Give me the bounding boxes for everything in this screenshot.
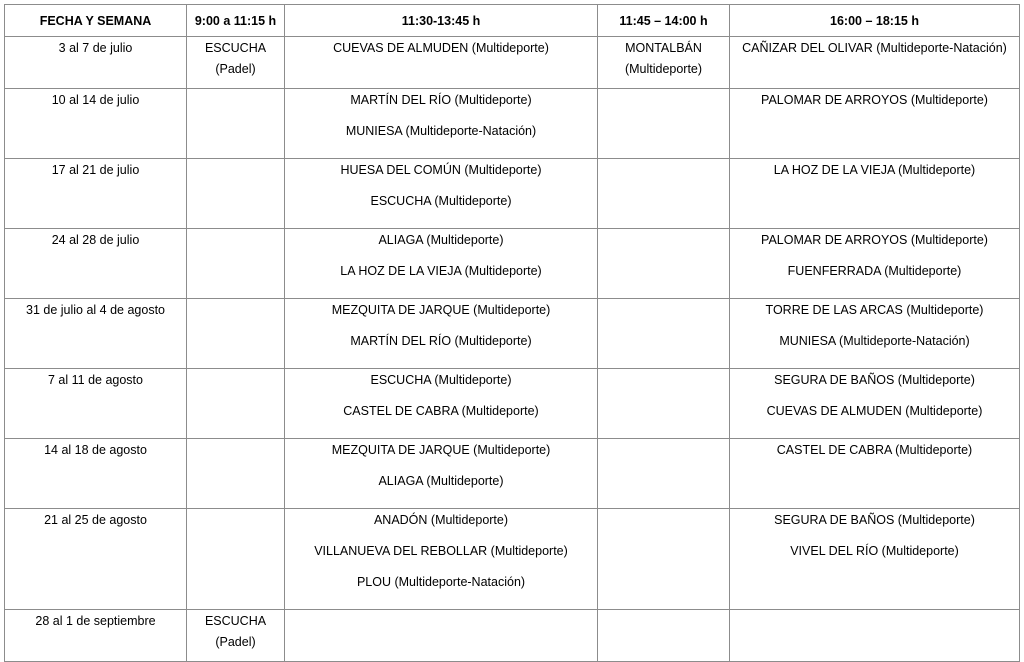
activity-entry: ANADÓN (Multideporte) (373, 513, 509, 527)
cell-slot-midday-a (285, 610, 598, 662)
cell-content (730, 37, 1019, 75)
cell-content (730, 89, 1019, 127)
table-row (5, 229, 1020, 299)
cell-date (5, 37, 187, 89)
header-slot-midday-a: 11:30-13:45 h (285, 5, 598, 37)
cell-content (598, 159, 729, 166)
cell-content (285, 299, 597, 368)
activity-entry: MEZQUITA DE JARQUE (Multideporte) (331, 443, 551, 457)
activity-entry: LA HOZ DE LA VIEJA (Multideporte) (773, 163, 976, 177)
cell-slot-afternoon (730, 89, 1020, 159)
table-row (5, 509, 1020, 610)
cell-content (5, 610, 186, 634)
date-label: 3 al 7 de julio (58, 41, 133, 55)
table-header (5, 5, 1020, 37)
table-row (5, 610, 1020, 662)
activity-entry: CUEVAS DE ALMUDEN (Multideporte) (333, 41, 549, 55)
table-body (5, 37, 1020, 662)
activity-entry: PALOMAR DE ARROYOS (Multideporte) (761, 93, 988, 107)
cell-slot-midday-b (598, 229, 730, 299)
cell-slot-morning (187, 439, 285, 509)
cell-slot-afternoon (730, 299, 1020, 369)
header-fecha-y-semana: FECHA Y SEMANA (5, 5, 187, 37)
activity-entry: (Multideporte) (624, 62, 703, 76)
date-label: 14 al 18 de agosto (44, 443, 147, 457)
header-slot-afternoon: 16:00 – 18:15 h (730, 5, 1020, 37)
cell-slot-morning (187, 229, 285, 299)
cell-slot-afternoon (730, 439, 1020, 509)
cell-slot-morning (187, 369, 285, 439)
cell-date (5, 89, 187, 159)
cell-date (5, 610, 187, 662)
cell-slot-midday-a (285, 439, 598, 509)
cell-slot-morning (187, 89, 285, 159)
activity-entry: ESCUCHA (Multideporte) (370, 194, 512, 208)
cell-content (5, 229, 186, 253)
cell-content (598, 509, 729, 516)
activity-entry: SEGURA DE BAÑOS (Multideporte) (774, 513, 975, 527)
table-row (5, 369, 1020, 439)
cell-date (5, 159, 187, 229)
cell-slot-afternoon (730, 37, 1020, 89)
cell-content (5, 89, 186, 113)
cell-slot-morning (187, 299, 285, 369)
activity-entry: CAÑIZAR DEL OLIVAR (Multideporte-Natación) (742, 41, 1007, 55)
table-row (5, 89, 1020, 159)
activity-entry: MUNIESA (Multideporte-Natación) (779, 334, 970, 348)
cell-content (730, 159, 1019, 197)
date-label: 10 al 14 de julio (51, 93, 140, 107)
cell-content (5, 37, 186, 61)
cell-slot-afternoon (730, 229, 1020, 299)
date-label: 31 de julio al 4 de agosto (26, 303, 165, 317)
cell-slot-morning (187, 37, 285, 89)
cell-date (5, 369, 187, 439)
cell-content (730, 229, 1019, 298)
activity-entry: CASTEL DE CABRA (Multideporte) (343, 404, 539, 418)
cell-content (285, 37, 597, 75)
activity-entry: MARTÍN DEL RÍO (Multideporte) (350, 93, 532, 107)
activity-entry: ESCUCHA (204, 614, 267, 628)
cell-content (730, 299, 1019, 368)
date-label: 24 al 28 de julio (51, 233, 140, 247)
activity-entry: MARTÍN DEL RÍO (Multideporte) (350, 334, 532, 348)
activity-entry: ESCUCHA (Multideporte) (370, 373, 512, 387)
table-row (5, 439, 1020, 509)
date-label: 17 al 21 de julio (51, 163, 140, 177)
activity-entry: SEGURA DE BAÑOS (Multideporte) (774, 373, 975, 387)
cell-content (285, 89, 597, 158)
table-row (5, 37, 1020, 89)
cell-slot-afternoon (730, 610, 1020, 662)
activity-entry: FUENFERRADA (Multideporte) (787, 264, 962, 278)
cell-content (285, 229, 597, 298)
cell-content (187, 229, 284, 236)
activity-entry: MEZQUITA DE JARQUE (Multideporte) (331, 303, 551, 317)
cell-content (598, 439, 729, 446)
table-row (5, 299, 1020, 369)
cell-content (187, 509, 284, 516)
cell-slot-midday-a (285, 229, 598, 299)
activity-entry: VILLANUEVA DEL REBOLLAR (Multideporte) (314, 544, 568, 558)
schedule-page (4, 4, 1019, 662)
cell-content (285, 159, 597, 228)
activity-entry: VIVEL DEL RÍO (Multideporte) (790, 544, 959, 558)
cell-slot-afternoon (730, 509, 1020, 610)
cell-content (187, 299, 284, 306)
activity-entry: ESCUCHA (204, 41, 267, 55)
activity-entry: ALIAGA (Multideporte) (378, 233, 504, 247)
cell-content (5, 369, 186, 393)
cell-slot-midday-a (285, 369, 598, 439)
cell-slot-midday-b (598, 89, 730, 159)
cell-content (730, 610, 1019, 617)
cell-content (730, 439, 1019, 477)
cell-slot-morning (187, 509, 285, 610)
activity-entry: LA HOZ DE LA VIEJA (Multideporte) (340, 264, 542, 278)
cell-slot-midday-b (598, 509, 730, 610)
cell-slot-midday-a (285, 89, 598, 159)
cell-content (598, 299, 729, 306)
cell-content (187, 610, 284, 659)
cell-content (598, 369, 729, 376)
cell-slot-midday-b (598, 369, 730, 439)
cell-content (187, 159, 284, 166)
activity-entry: (Padel) (215, 62, 256, 76)
cell-slot-midday-b (598, 37, 730, 89)
cell-content (285, 610, 597, 617)
activity-entry: MONTALBÁN (625, 41, 702, 55)
cell-date (5, 299, 187, 369)
activity-entry: CUEVAS DE ALMUDEN (Multideporte) (766, 404, 983, 418)
date-label: 21 al 25 de agosto (44, 513, 147, 527)
cell-content (5, 159, 186, 183)
cell-date (5, 229, 187, 299)
activity-entry: (Padel) (215, 635, 256, 649)
cell-content (598, 89, 729, 96)
cell-content (598, 37, 729, 86)
cell-content (730, 509, 1019, 578)
activity-entry: TORRE DE LAS ARCAS (Multideporte) (765, 303, 984, 317)
cell-slot-afternoon (730, 369, 1020, 439)
cell-content (5, 299, 186, 323)
table-row (5, 159, 1020, 229)
activity-entry: PLOU (Multideporte-Natación) (356, 575, 526, 589)
activity-entry: PALOMAR DE ARROYOS (Multideporte) (761, 233, 988, 247)
cell-slot-midday-b (598, 610, 730, 662)
cell-slot-midday-b (598, 299, 730, 369)
header-slot-morning: 9:00 a 11:15 h (187, 5, 285, 37)
cell-slot-afternoon (730, 159, 1020, 229)
cell-content (187, 89, 284, 96)
activity-entry: CASTEL DE CABRA (Multideporte) (776, 443, 973, 457)
cell-slot-midday-a (285, 509, 598, 610)
activity-entry: ALIAGA (Multideporte) (378, 474, 504, 488)
cell-slot-morning (187, 159, 285, 229)
cell-slot-midday-b (598, 159, 730, 229)
activity-entry: MUNIESA (Multideporte-Natación) (345, 124, 537, 138)
cell-content (285, 439, 597, 508)
date-label: 28 al 1 de septiembre (35, 614, 156, 628)
activity-entry: HUESA DEL COMÚN (Multideporte) (340, 163, 542, 177)
cell-slot-midday-b (598, 439, 730, 509)
cell-slot-morning (187, 610, 285, 662)
cell-content (187, 369, 284, 376)
cell-slot-midday-a (285, 299, 598, 369)
cell-slot-midday-a (285, 37, 598, 89)
cell-content (285, 509, 597, 609)
cell-slot-midday-a (285, 159, 598, 229)
cell-content (187, 37, 284, 86)
cell-content (187, 439, 284, 446)
cell-content (730, 369, 1019, 438)
cell-content (5, 509, 186, 533)
date-label: 7 al 11 de agosto (48, 373, 143, 387)
cell-content (5, 439, 186, 463)
schedule-table (4, 4, 1020, 662)
cell-date (5, 509, 187, 610)
cell-content (285, 369, 597, 438)
cell-content (598, 229, 729, 236)
cell-content (598, 610, 729, 617)
header-slot-midday-b: 11:45 – 14:00 h (598, 5, 730, 37)
header-row (5, 5, 1020, 37)
cell-date (5, 439, 187, 509)
